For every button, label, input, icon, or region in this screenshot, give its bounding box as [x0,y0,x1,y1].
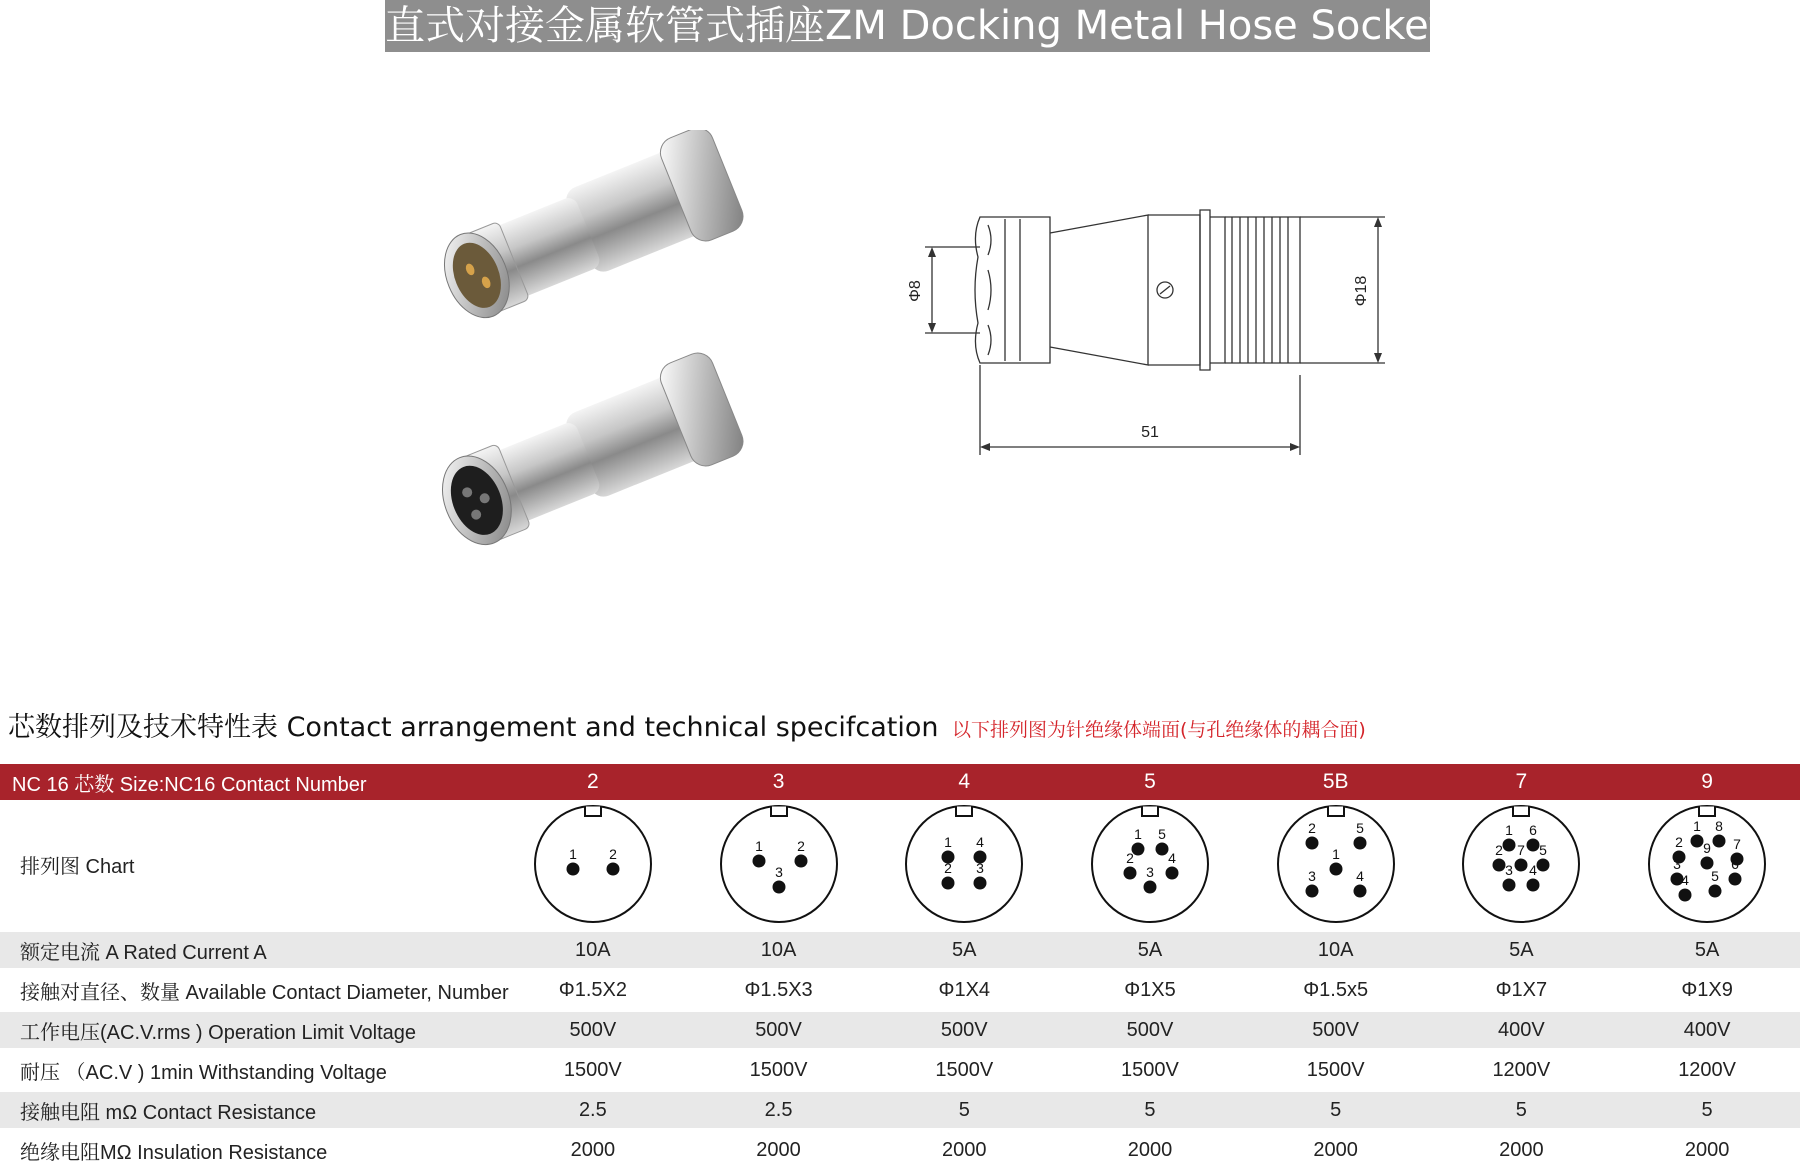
col-header: 5B [1243,764,1429,800]
spec-cell: Φ1.5x5 [1243,972,1429,1008]
spec-cell: Φ1X5 [1057,972,1243,1008]
spec-cell: 1200V [1429,1052,1615,1088]
contact-pin [942,877,955,890]
contact-pin [1353,837,1366,850]
spec-row [0,932,1800,968]
spec-row [0,1132,1800,1168]
keyway-notch [1513,807,1529,817]
chart-row [0,800,1800,928]
spec-cell: 2000 [1057,1132,1243,1168]
pin-diagram-cell [686,800,872,928]
pin-number-label: 2 [944,860,953,876]
spec-table [0,764,1800,1168]
pin-number-label: 2 [608,846,617,862]
spec-cell: 5 [1243,1092,1429,1128]
pin-number-label: 3 [1146,864,1154,880]
pin-number-label: 6 [1731,856,1740,872]
pin-number-label: 5 [1355,820,1364,836]
contact-pin [606,863,619,876]
spec-cell: Φ1.5X3 [686,972,872,1008]
spec-row [0,1052,1800,1088]
contact-pin [1305,837,1318,850]
dim-length-label: 51 [1141,424,1159,441]
male-connector-photo [430,130,750,340]
pin-number-label: 6 [1529,822,1538,838]
pin-diagram-cell [871,800,1057,928]
pin-diagram-cell [1243,800,1429,928]
spec-cell: 500V [1057,1012,1243,1048]
contact-pin [1353,885,1366,898]
spec-cell: 5A [871,932,1057,968]
spec-cell: 2000 [686,1132,872,1168]
pin-number-label: 7 [1517,842,1526,858]
spec-cell: 500V [500,1012,686,1048]
pin-diagram [1271,802,1401,926]
spec-cell: 2000 [1243,1132,1429,1168]
spec-cell: 500V [871,1012,1057,1048]
pin-diagram-cell [1057,800,1243,928]
contact-pin [1155,843,1168,856]
pin-number-label: 2 [1307,820,1316,836]
spec-cell: 1500V [1243,1052,1429,1088]
contact-pin [1679,889,1692,902]
keyway-notch [956,807,972,817]
spec-cell: 10A [500,932,686,968]
pin-number-label: 4 [1168,850,1176,866]
spec-cell: 2000 [1614,1132,1800,1168]
pin-number-label: 4 [976,834,985,850]
spec-cell: 5A [1614,932,1800,968]
spec-cell: 2.5 [500,1092,686,1128]
pin-number-label: 1 [1693,818,1702,834]
spec-cell: Φ1X7 [1429,972,1615,1008]
contact-pin [794,855,807,868]
page-title: 直式对接金属软管式插座ZM Docking Metal Hose Socket ZM [385,0,1430,52]
col-header: 5 [1057,764,1243,800]
col-header: 4 [871,764,1057,800]
pin-number-label: 3 [976,860,985,876]
col-header: 7 [1429,764,1615,800]
contact-pin [1537,859,1550,872]
pin-number-label: 9 [1703,840,1712,856]
contact-pin [1527,879,1540,892]
spec-cell: 2000 [871,1132,1057,1168]
spec-cell: 5 [1429,1092,1615,1128]
contact-pin [1527,839,1540,852]
keyway-notch [1699,807,1715,817]
pin-diagram [1456,802,1586,926]
spec-row-label: 额定电流 A Rated Current A [0,932,500,968]
pin-number-label: 2 [1495,842,1504,858]
pin-number-label: 8 [1715,818,1724,834]
spec-cell: 5 [1614,1092,1800,1128]
spec-cell: 400V [1429,1012,1615,1048]
pin-number-label: 4 [1681,872,1690,888]
insulator-outline [906,806,1022,922]
spec-cell: 10A [1243,932,1429,968]
pin-number-label: 3 [1505,862,1514,878]
contact-pin [1729,873,1742,886]
pin-diagram [1085,802,1215,926]
pin-number-label: 1 [1505,822,1514,838]
contact-pin [752,855,765,868]
section-title: 芯数排列及技术特性表 Contact arrangement and technical specifcation [8,712,939,743]
pin-number-label: 2 [1126,850,1134,866]
chart-label: 排列图 Chart [0,800,500,928]
pin-number-label: 7 [1733,836,1742,852]
spec-cell: 2000 [1429,1132,1615,1168]
spec-cell: Φ1X4 [871,972,1057,1008]
spec-row [0,1092,1800,1128]
pin-diagram [714,802,844,926]
pin-number-label: 1 [754,838,763,854]
female-connector-photo [430,350,750,570]
spec-cell: 2000 [500,1132,686,1168]
spec-row-label: 耐压 （AC.V ) 1min Withstanding Voltage [0,1052,500,1088]
pin-diagram [899,802,1029,926]
keyway-notch [771,807,787,817]
spec-row-label: 工作电压(AC.V.rms ) Operation Limit Voltage [0,1012,500,1048]
dimension-drawing [880,195,1400,465]
pin-number-label: 5 [1158,826,1166,842]
pin-number-label: 3 [774,864,783,880]
dim-phi18-label: Φ18 [1353,275,1370,307]
contact-pin [1503,879,1516,892]
keyway-notch [585,807,601,817]
pin-number-label: 1 [944,834,953,850]
spec-cell: 10A [686,932,872,968]
spec-cell: 500V [686,1012,872,1048]
spec-cell: 5 [1057,1092,1243,1128]
spec-cell: 1500V [1057,1052,1243,1088]
pin-number-label: 1 [1134,826,1142,842]
col-header: 3 [686,764,872,800]
pin-number-label: 4 [1355,868,1364,884]
pin-number-label: 1 [568,846,577,862]
contact-pin [1143,881,1156,894]
spec-row [0,972,1800,1008]
contact-pin [1709,885,1722,898]
contact-pin [1165,867,1178,880]
spec-row-label: 绝缘电阻MΩ Insulation Resistance [0,1132,500,1168]
pin-number-label: 2 [1675,834,1684,850]
contact-pin [1515,859,1528,872]
contact-pin [1493,859,1506,872]
spec-cell: 400V [1614,1012,1800,1048]
contact-pin [1329,863,1342,876]
spec-row-label: 接触电阻 mΩ Contact Resistance [0,1092,500,1128]
pin-number-label: 5 [1539,842,1548,858]
spec-cell: 500V [1243,1012,1429,1048]
spec-cell: Φ1.5X2 [500,972,686,1008]
dim-phi8-label: Φ8 [907,280,924,302]
header-label: NC 16 芯数 Size:NC16 Contact Number [0,764,500,800]
spec-row-label: 接触对直径、数量 Available Contact Diameter, Number [0,972,500,1008]
pin-number-label: 3 [1307,868,1316,884]
contact-pin [772,881,785,894]
contact-pin [566,863,579,876]
contact-pin [1713,835,1726,848]
pin-number-label: 1 [1331,846,1340,862]
contact-pin [1123,867,1136,880]
pin-diagram [528,802,658,926]
contact-pin [974,877,987,890]
spec-cell: 5A [1429,932,1615,968]
keyway-notch [1328,807,1344,817]
spec-cell: Φ1X9 [1614,972,1800,1008]
spec-cell: 1500V [871,1052,1057,1088]
spec-cell: 1200V [1614,1052,1800,1088]
insulator-outline [535,806,651,922]
table-header-row [0,764,1800,800]
pin-diagram-cell [500,800,686,928]
spec-cell: 1500V [686,1052,872,1088]
keyway-notch [1142,807,1158,817]
pin-number-label: 5 [1711,868,1720,884]
spec-cell: 5A [1057,932,1243,968]
pin-diagram [1642,802,1772,926]
col-header: 2 [500,764,686,800]
spec-cell: 2.5 [686,1092,872,1128]
pin-number-label: 2 [796,838,805,854]
col-header: 9 [1614,764,1800,800]
contact-pin [1503,839,1516,852]
spec-row [0,1012,1800,1048]
pin-number-label: 4 [1529,862,1538,878]
spec-cell: 1500V [500,1052,686,1088]
spec-cell: 5 [871,1092,1057,1128]
contact-pin [1305,885,1318,898]
pin-number-label: 3 [1673,856,1682,872]
pin-diagram-cell [1614,800,1800,928]
pin-diagram-cell [1429,800,1615,928]
section-note: 以下排列图为针绝缘体端面(与孔绝缘体的耦合面) [952,719,1366,741]
contact-pin [1691,835,1704,848]
